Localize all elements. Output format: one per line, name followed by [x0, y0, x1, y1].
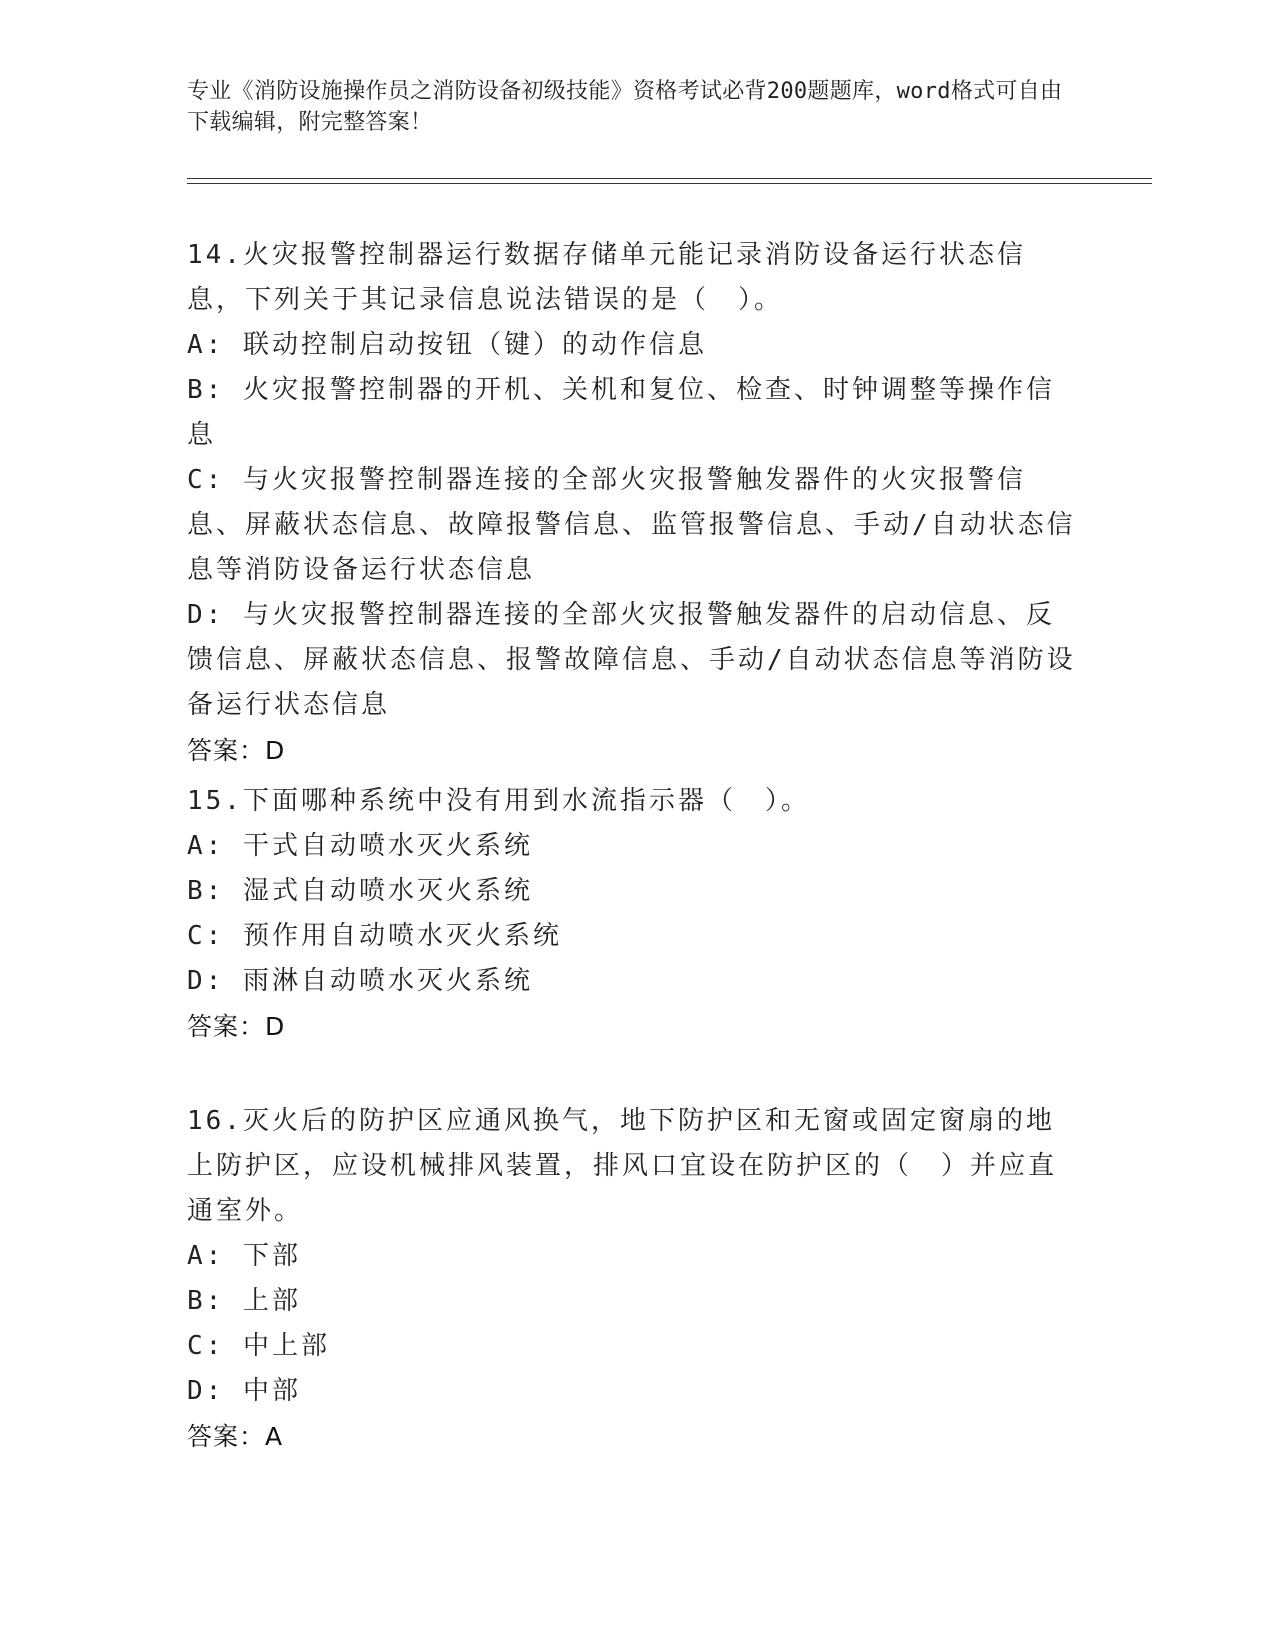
option-b: B: 火灾报警控制器的开机、关机和复位、检查、时钟调整等操作信息 [187, 375, 1055, 450]
question-stem: 16.灭火后的防护区应通风换气，地下防护区和无窗或固定窗扇的地上防护区，应设机械排风装置，排风口宜设在防护区的（ ）并应直通室外。 [187, 1106, 1058, 1226]
question-stem: 15.下面哪种系统中没有用到水流指示器（ ）。 [187, 786, 810, 816]
option-c: C: 预作用自动喷水灭火系统 [187, 921, 562, 951]
option-a: A: 干式自动喷水灭火系统 [187, 831, 533, 861]
question-15 [187, 779, 1077, 1049]
option-b: B: 上部 [187, 1286, 301, 1316]
option-d: D: 与火灾报警控制器连接的全部火灾报警触发器件的启动信息、反馈信息、屏蔽状态信息、报警故障信息、手动/自动状态信息等消防设备运行状态信息 [187, 600, 1076, 720]
option-c: C: 中上部 [187, 1331, 330, 1361]
question-16 [187, 1099, 1077, 1459]
answer: 答案：A [187, 1422, 284, 1451]
option-a: A: 联动控制启动按钮（键）的动作信息 [187, 330, 707, 360]
question-14 [187, 233, 1077, 773]
option-d: D: 中部 [187, 1376, 301, 1406]
option-b: B: 湿式自动喷水灭火系统 [187, 876, 533, 906]
option-c: C: 与火灾报警控制器连接的全部火灾报警触发器件的火灾报警信息、屏蔽状态信息、故障报警信息、监管报警信息、手动/自动状态信息等消防设备运行状态信息 [187, 465, 1076, 585]
option-d: D: 雨淋自动喷水灭火系统 [187, 966, 533, 996]
header-divider-bottom [187, 183, 1152, 184]
question-stem: 14.火灾报警控制器运行数据存储单元能记录消防设备运行状态信息，下列关于其记录信息说法错误的是（ ）。 [187, 240, 1026, 315]
document-header: 专业《消防设施操作员之消防设备初级技能》资格考试必背200题题库，word格式可自由下载编辑，附完整答案！ [187, 79, 1063, 135]
header-divider-top [187, 178, 1152, 179]
option-a: A: 下部 [187, 1241, 301, 1271]
answer: 答案：D [187, 1012, 286, 1041]
answer: 答案：D [187, 736, 286, 765]
